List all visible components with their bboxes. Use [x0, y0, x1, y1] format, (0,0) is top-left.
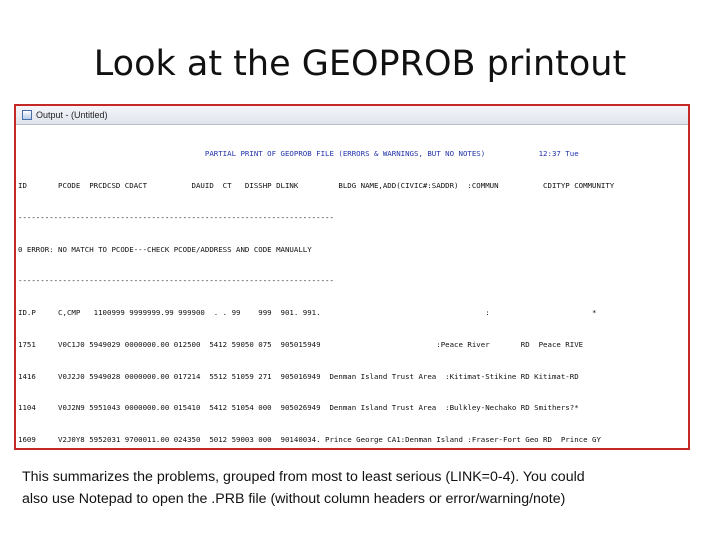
document-icon [22, 110, 32, 120]
caption-line: also use Notepad to open the .PRB file (without column headers or error/warning/note) [22, 491, 566, 507]
record-line: ID.P C,CMP 1100999 9999999.99 999900 . . 99 999 901. 991. : * [18, 308, 597, 318]
window-titlebar[interactable] [16, 106, 688, 125]
report-title-line: PARTIAL PRINT OF GEOPROB FILE (ERRORS & WARNINGS, BUT NO NOTES) 12:37 Tue [18, 149, 579, 159]
caption-line: This summarizes the problems, grouped from most to least serious (LINK=0-4). You could [22, 469, 585, 485]
output-window-screenshot [14, 104, 690, 450]
slide-caption [22, 466, 698, 510]
separator-line: ----------------------------------------------------------------------- [18, 276, 334, 286]
record-line: 1751 V0C1J0 5949029 0000000.00 012500 5412 59050 075 905015949 :Peace River RD Peace RIVE [18, 339, 584, 349]
record-line: 1609 V2J0Y8 5952031 9700011.00 024350 5012 59003 000 90140034. Prince George CA1:Denman Island :Fraser-Fort Geo RD Prince GY [18, 435, 601, 445]
record-line: 1416 V0J2J0 5949028 0000000.00 017214 5512 51059 271 905016949 Denman Island Trust Area :Kitimat-Stikine RD Kitimat-RD [18, 371, 579, 381]
window-title: Output - (Untitled) [36, 110, 108, 120]
record-line: 1104 V0J2N9 5951043 0000000.00 015410 5412 51054 000 905026949 Denman Island Trust Area :Bulkley-Nechako RD Smithers?* [18, 403, 579, 413]
output-text-area[interactable] [18, 128, 688, 448]
slide-title: Look at the GEOPROB printout [93, 44, 627, 84]
separator-line: ----------------------------------------------------------------------- [18, 212, 334, 222]
column-header-line: ID PCODE PRCDCSD CDACT DAUID CT DISSHP DLINK BLDG NAME,ADD(CIVIC#:SADDR) :COMMUN CDITYP COMMUNITY [18, 180, 615, 190]
group-heading-line: 0 ERROR: NO MATCH TO PCODE---CHECK PCODE/ADDRESS AND CODE MANUALLY [18, 244, 312, 254]
